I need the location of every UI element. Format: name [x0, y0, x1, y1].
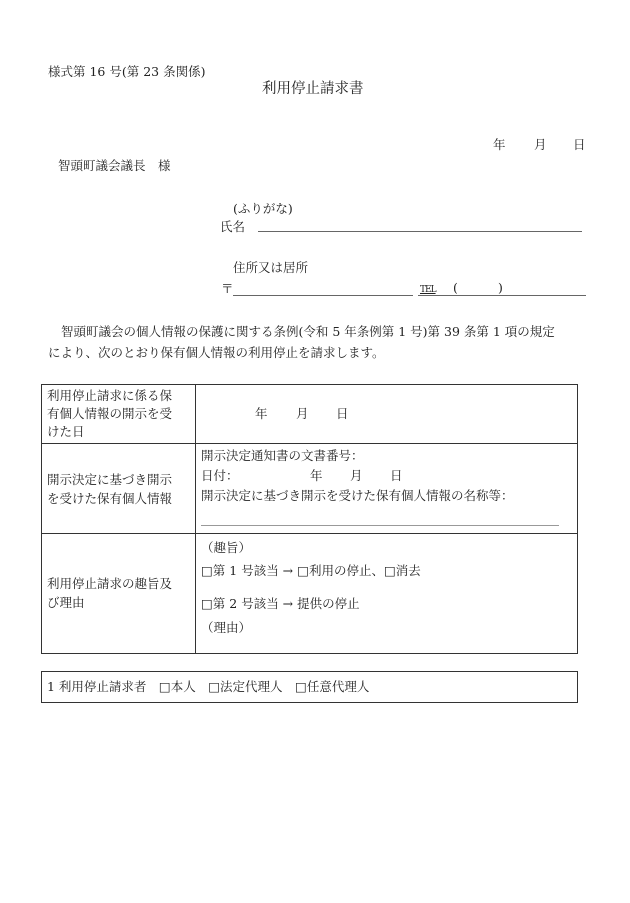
- table-row-divider-1: [41, 443, 577, 444]
- row1-label-line1: 利用停止請求に係る保: [47, 388, 173, 403]
- address-label: 住所又は居所: [233, 260, 309, 275]
- row2-date-label: 日付：: [201, 468, 239, 483]
- row3-option1[interactable]: □第 1 号該当 → □利用の停止、□消去: [201, 563, 421, 578]
- name-label: 氏名: [220, 219, 246, 234]
- row1-label-line3: けた日: [47, 424, 85, 439]
- furigana-label: (ふりがな): [233, 201, 293, 216]
- row3-reason-label: （理由）: [201, 620, 252, 635]
- body-text-line1: 智頭町議会の個人情報の保護に関する条例(令和 5 年条例第 1 号)第 39 条第 1 項の規定: [61, 324, 555, 339]
- requester-options[interactable]: 1 利用停止請求者 □本人 □法定代理人 □任意代理人: [47, 679, 370, 694]
- postal-mark: 〒: [221, 281, 234, 296]
- row2-label-line2: を受けた保有個人情報: [47, 491, 173, 506]
- table-column-divider: [195, 384, 196, 653]
- date-year: 年: [493, 137, 506, 152]
- address-field[interactable]: [233, 295, 413, 296]
- row2-year[interactable]: 年: [310, 468, 323, 483]
- row3-purpose-label: （趣旨）: [201, 540, 252, 555]
- addressee: 智頭町議会議長 様: [58, 158, 171, 173]
- row1-label-line2: 有個人情報の開示を受: [47, 406, 173, 421]
- tel-paren-close: ): [498, 280, 503, 295]
- row2-doc-number-label: 開示決定通知書の文書番号：: [201, 448, 364, 463]
- row3-label-line1: 利用停止請求の趣旨及: [47, 576, 173, 591]
- tel-paren-open: (: [453, 280, 458, 295]
- date-month: 月: [534, 137, 547, 152]
- name-field[interactable]: [258, 231, 582, 232]
- row1-month[interactable]: 月: [296, 406, 309, 421]
- row1-year[interactable]: 年: [255, 406, 268, 421]
- row1-day[interactable]: 日: [336, 406, 349, 421]
- tel-label: TEL: [420, 285, 436, 295]
- table-row-divider-2: [41, 533, 577, 534]
- row2-month[interactable]: 月: [350, 468, 363, 483]
- row3-option2[interactable]: □第 2 号該当 → 提供の停止: [201, 596, 360, 611]
- form-number: 様式第 16 号(第 23 条関係): [48, 64, 206, 79]
- body-text-line2: により、次のとおり保有個人情報の利用停止を請求します。: [48, 345, 385, 360]
- row2-label-line1: 開示決定に基づき開示: [47, 472, 173, 487]
- row2-info-name-field[interactable]: [201, 525, 559, 526]
- date-day: 日: [573, 137, 586, 152]
- tel-field[interactable]: [418, 295, 586, 296]
- row3-label-line2: び理由: [47, 595, 85, 610]
- row2-day[interactable]: 日: [390, 468, 403, 483]
- page-title: 利用停止請求書: [262, 81, 364, 97]
- row2-info-name-label: 開示決定に基づき開示を受けた保有個人情報の名称等：: [201, 488, 514, 503]
